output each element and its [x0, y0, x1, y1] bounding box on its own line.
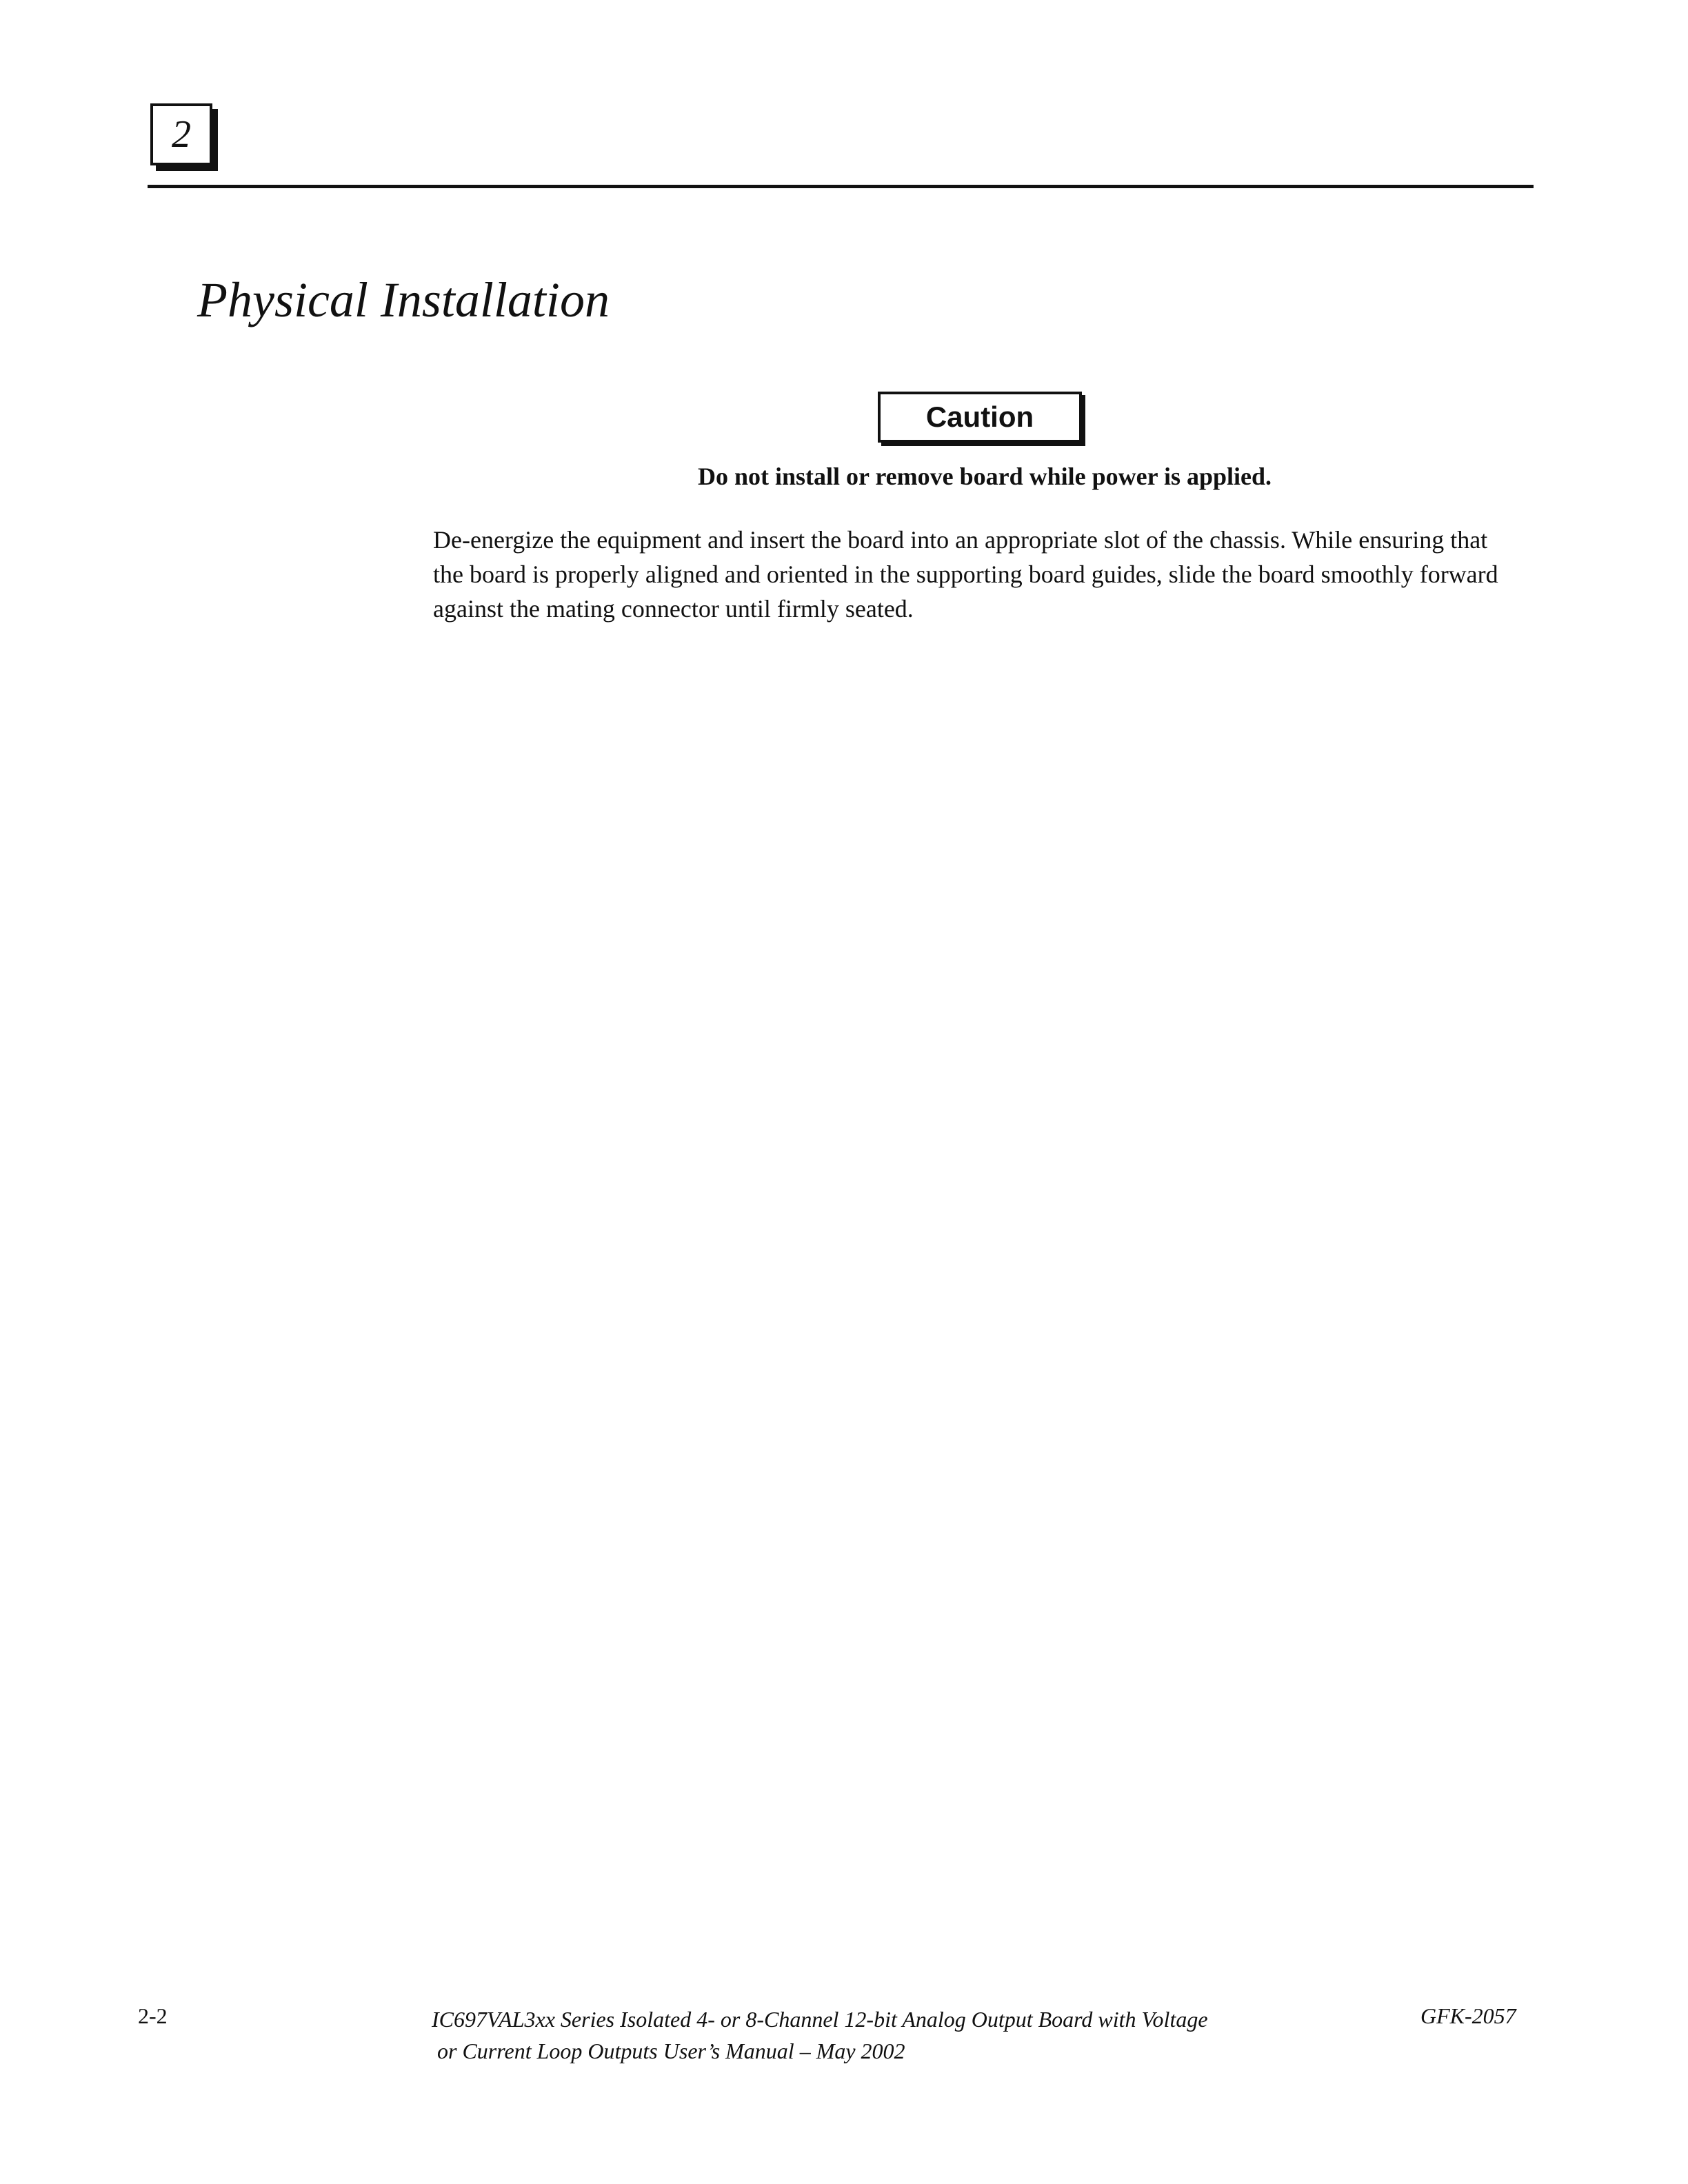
- caution-text: Do not install or remove board while power is applied.: [697, 463, 1272, 490]
- footer-doc-number: GFK-2057: [1420, 2003, 1516, 2028]
- body-paragraph: De-energize the equipment and insert the board into an appropriate slot of the chassis. While ensuring that the board is properly aligned and oriented in the supporting board guides, slide the board smoothly forward against the mating connector until firmly seated.: [433, 526, 1498, 623]
- footer-manual-title: [432, 2003, 1328, 2067]
- page-title: Physical Installation: [197, 272, 610, 327]
- chapter-number: 2: [172, 113, 191, 156]
- caution-label-box: [878, 392, 1082, 443]
- caution-label: Caution: [925, 401, 1034, 433]
- header-rule: [148, 185, 1534, 188]
- chapter-number-box: [150, 103, 212, 165]
- footer-page-number: 2-2: [138, 2003, 168, 2028]
- footer-manual-title-line2: or Current Loop Outputs User’s Manual – May 2002: [437, 2039, 905, 2063]
- footer-manual-title-line1: IC697VAL3xx Series Isolated 4- or 8-Channel 12-bit Analog Output Board with Voltage: [432, 2007, 1208, 2032]
